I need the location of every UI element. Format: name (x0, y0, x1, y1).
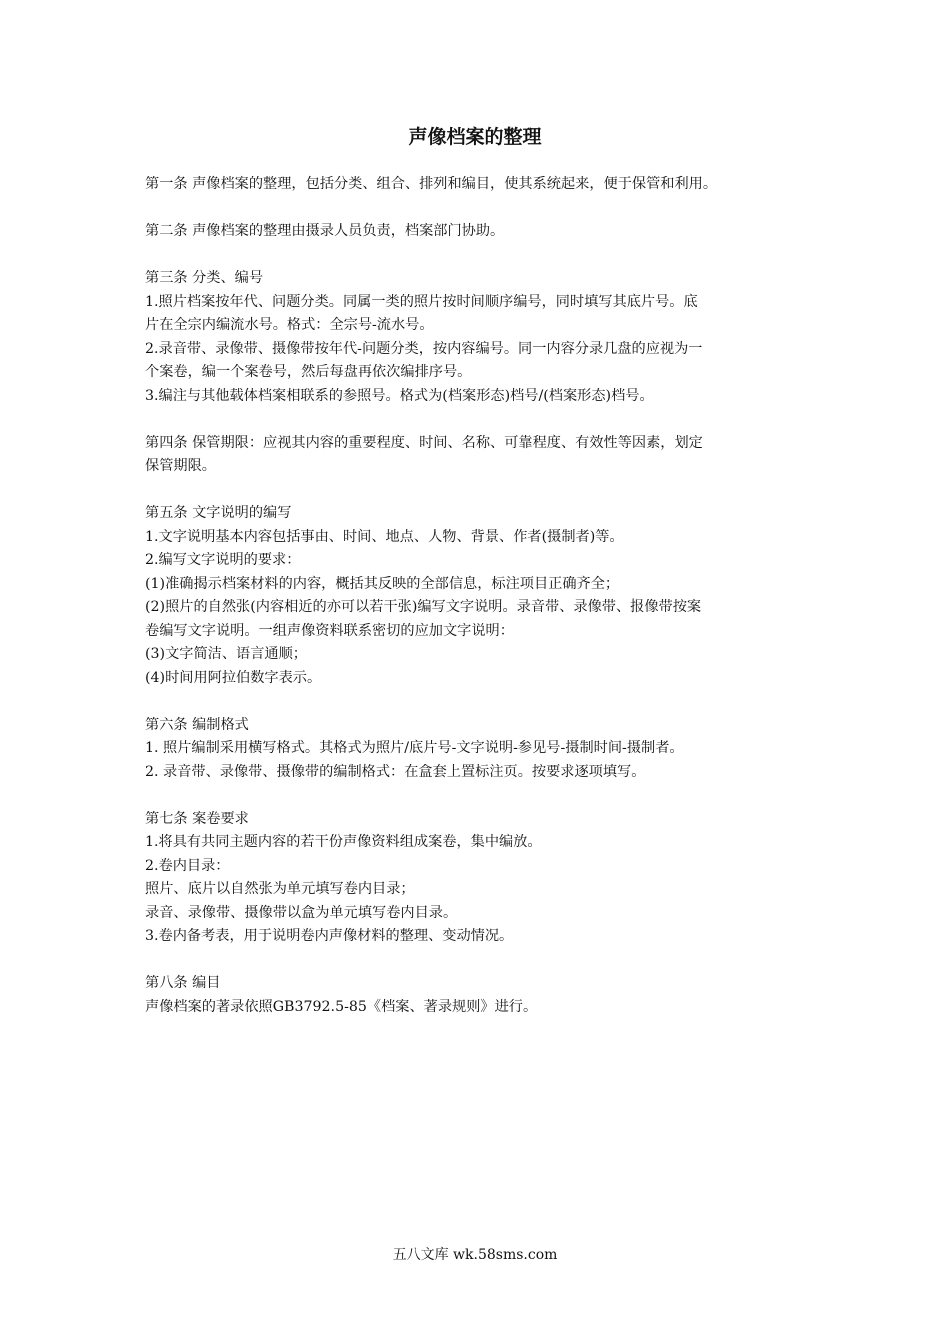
article-line: 卷编写文字说明。一组声像资料联系密切的应加文字说明： (145, 622, 514, 639)
article-line: 录音、录像带、摄像带以盒为单元填写卷内目录。 (145, 904, 458, 921)
article-line: 2.卷内目录： (145, 857, 230, 874)
article-line: 1.将具有共同主题内容的若干份声像资料组成案卷，集中编放。 (145, 834, 542, 850)
article-line: 3.编注与其他载体档案相联系的参照号。格式为(档案形态)档号/(档案形态)档号。 (145, 387, 654, 404)
article-7 (145, 808, 835, 949)
article-heading: 第六条 编制格式 (145, 716, 249, 733)
article-heading: 第三条 分类、编号 (145, 270, 264, 286)
footer-watermark: 五八文库 wk.58sms.com (392, 1247, 558, 1263)
article-heading: 第八条 编目 (145, 975, 221, 991)
article-line: 2. 录音带、录像带、摄像带的编制格式：在盒套上置标注页。按要求逐项填写。 (145, 763, 646, 780)
article-line: (1)准确揭示档案材料的内容，概括其反映的全部信息，标注项目正确齐全； (145, 575, 620, 592)
article-heading: 第一条 声像档案的整理，包括分类、组合、排列和编目，使其系统起来，便于保管和利用。 (145, 176, 718, 192)
article-line: (3)文字简洁、语言通顺； (145, 646, 307, 662)
article-heading: 第五条 文字说明的编写 (145, 505, 292, 521)
article-line: 2.编写文字说明的要求： (145, 552, 301, 568)
article-5 (145, 502, 835, 690)
article-line: 3.卷内备考表，用于说明卷内声像材料的整理、变动情况。 (145, 928, 514, 944)
article-line: 保管期限。 (145, 458, 216, 474)
article-line: 个案卷，编一个案卷号，然后每盘再依次编排序号。 (145, 364, 472, 380)
page-title: 声像档案的整理 (408, 126, 542, 148)
article-line: 2.录音带、录像带、摄像带按年代-问题分类，按内容编号。同一内容分录几盘的应视为一 (145, 340, 703, 357)
article-line: 1. 照片编制采用横写格式。其格式为照片/底片号-文字说明-参见号-摄制时间-摄制者。 (145, 740, 684, 756)
article-8 (145, 972, 835, 1019)
article-line: 声像档案的著录依照GB3792.5-85《档案、著录规则》进行。 (145, 998, 538, 1015)
article-line: (2)照片的自然张(内容相近的亦可以若干张)编写文字说明。录音带、录像带、报像带按案 (145, 599, 702, 615)
article-line: (4)时间用阿拉伯数字表示。 (145, 669, 322, 686)
article-heading: 第四条 保管期限：应视其内容的重要程度、时间、名称、可靠程度、有效性等因素，划定 (145, 434, 703, 451)
article-heading: 第七条 案卷要求 (145, 810, 249, 827)
article-6 (145, 714, 835, 785)
article-4 (145, 432, 835, 479)
document-body (145, 173, 835, 1043)
article-line: 1.照片档案按年代、问题分类。同属一类的照片按时间顺序编号，同时填写其底片号。底 (145, 293, 698, 310)
article-3 (145, 267, 835, 408)
article-line: 1.文字说明基本内容包括事由、时间、地点、人物、背景、作者(摄制者)等。 (145, 528, 624, 545)
article-1 (145, 173, 835, 197)
article-line: 片在全宗内编流水号。格式：全宗号-流水号。 (145, 317, 434, 333)
article-line: 照片、底片以自然张为单元填写卷内目录； (145, 881, 415, 897)
article-2 (145, 220, 835, 244)
article-heading: 第二条 声像档案的整理由摄录人员负责，档案部门协助。 (145, 223, 505, 239)
